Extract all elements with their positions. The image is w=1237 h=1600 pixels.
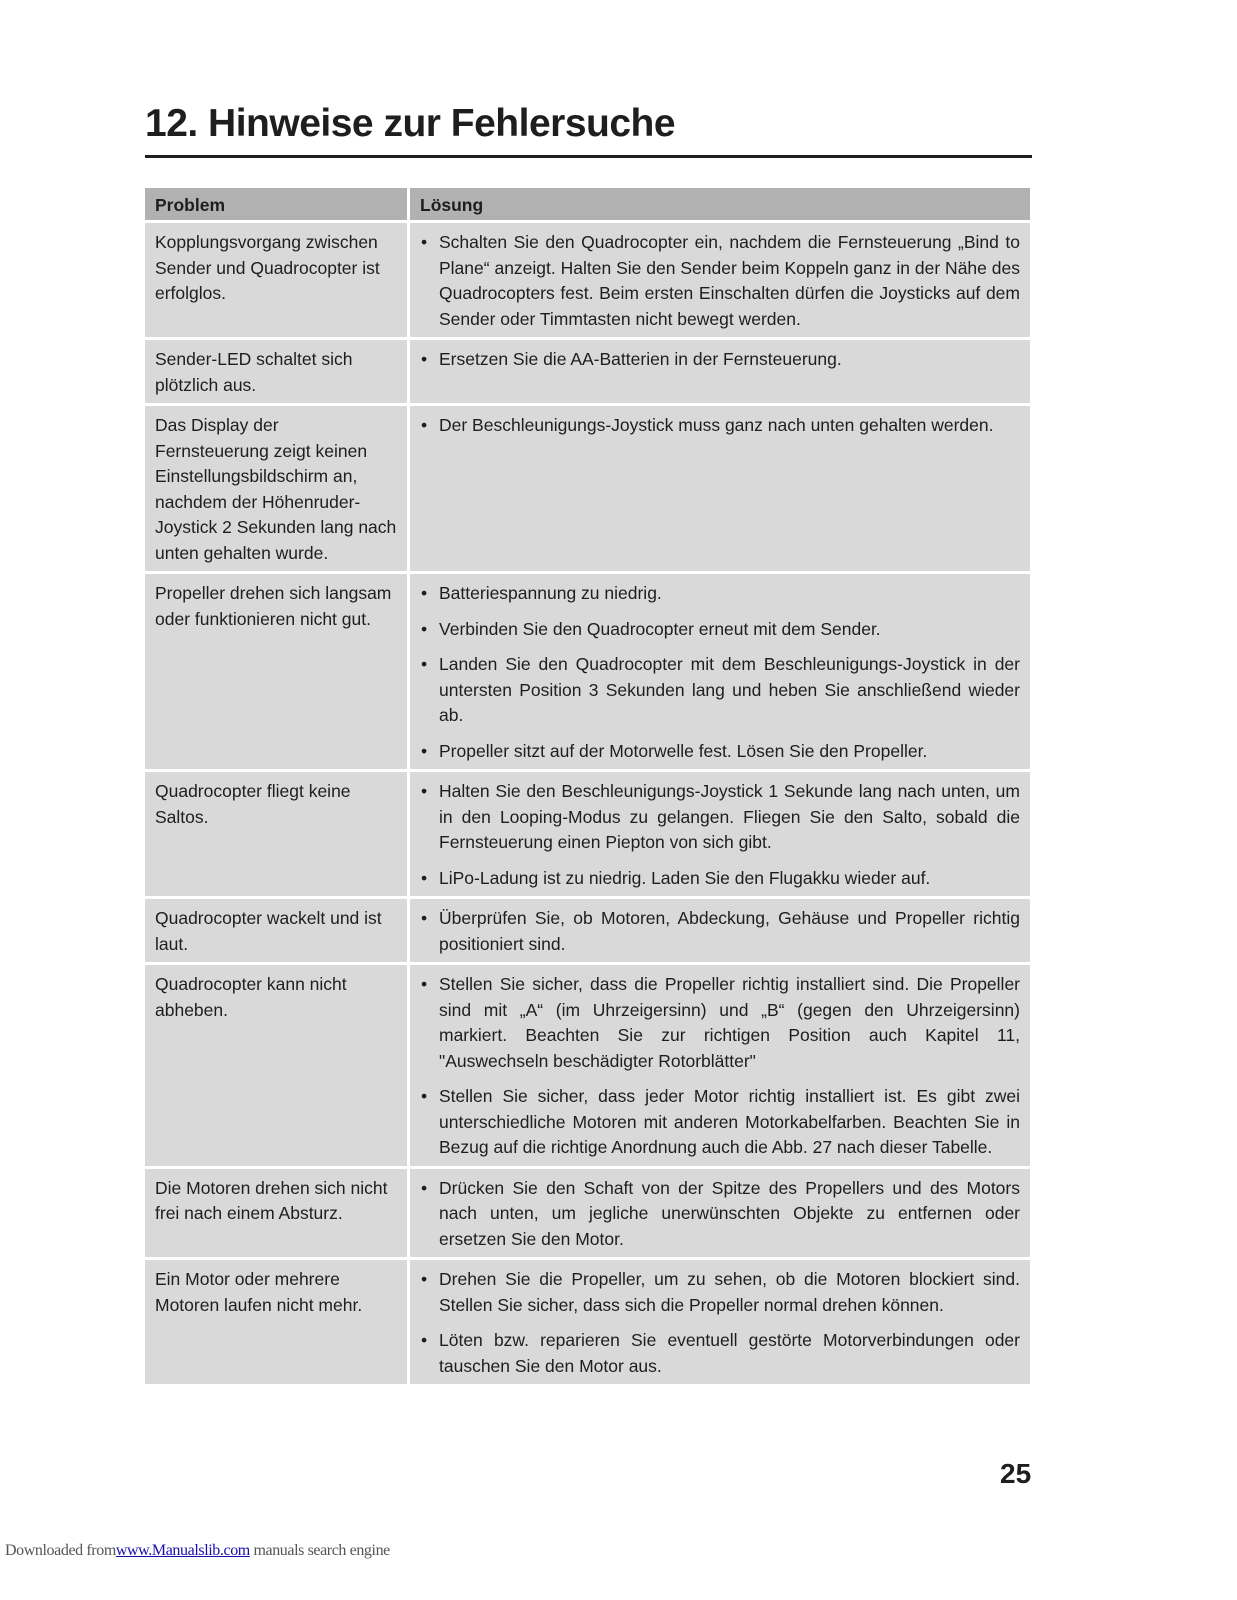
problem-cell: Quadrocopter wackelt und ist laut. — [145, 899, 407, 962]
problem-cell: Die Motoren drehen sich nicht frei nach einem Absturz. — [145, 1169, 407, 1258]
title-divider — [145, 155, 1032, 158]
bullet-icon: • — [421, 654, 428, 674]
solution-cell — [410, 965, 1030, 1166]
solution-item: • Drücken Sie den Schaft von der Spitze des Propellers und des Motors nach unten, um jegliche unerwünschten Objekte zu entfernen oder ersetzen Sie den Motor. — [421, 1177, 1020, 1249]
solution-cell — [410, 574, 1030, 769]
solution-list — [420, 779, 1020, 891]
footer-prefix: Downloaded from — [5, 1542, 116, 1559]
solution-item: • Batteriespannung zu niedrig. — [420, 581, 1020, 607]
table-row — [145, 1169, 1030, 1258]
solution-list — [420, 1267, 1020, 1379]
bullet-icon: • — [421, 867, 428, 888]
solution-item: • Verbinden Sie den Quadrocopter erneut mit dem Sender. — [420, 617, 1020, 643]
solution-item: • Schalten Sie den Quadrocopter ein, nachdem die Fernsteuerung „Bind to Plane“ anzeigt. Halten Sie den Sender beim Koppeln ganz in der Nähe des Quadrocopters fest. Beim ersten Einschalten dürfen die Joysticks auf dem Sender oder Timmtasten nicht bewegt werden. — [421, 232, 1020, 329]
solution-item: • Der Beschleunigungs-Joystick muss ganz nach unten gehalten werden. — [420, 413, 1020, 439]
solution-item: • LiPo-Ladung ist zu niedrig. Laden Sie den Flugakku wieder auf. — [420, 866, 1020, 892]
problem-cell: Sender-LED schaltet sich plötzlich aus. — [145, 340, 407, 403]
solution-item: • Halten Sie den Beschleunigungs-Joystick 1 Sekunde lang nach unten, um in den Looping-Modus zu gelangen. Fliegen Sie den Salto, sobald die Fernsteuerung einen Piepton von sich gibt. — [421, 781, 1020, 852]
solution-list — [420, 230, 1020, 332]
solution-cell — [410, 223, 1030, 337]
solution-item: • Propeller sitzt auf der Motorwelle fest. Lösen Sie den Propeller. — [420, 739, 1020, 765]
solution-list — [420, 972, 1020, 1161]
solution-item: • Löten bzw. reparieren Sie eventuell gestörte Motorverbindungen oder tauschen Sie den Motor aus. — [421, 1330, 1020, 1376]
header-solution: Lösung — [410, 188, 1030, 220]
bullet-icon: • — [421, 781, 428, 801]
problem-cell: Ein Motor oder mehrere Motoren laufen nicht mehr. — [145, 1260, 407, 1384]
bullet-icon: • — [421, 583, 428, 603]
solution-item: • Stellen Sie sicher, dass jeder Motor richtig installiert ist. Es gibt zwei unterschiedliche Motoren mit anderen Motorkabelfarben. Beachten Sie in Bezug auf die richtige Anordnung auch die Abb. 27 nach dieser Tabelle. — [421, 1086, 1020, 1157]
solution-cell — [410, 1169, 1030, 1258]
header-problem: Problem — [145, 188, 407, 220]
bullet-icon: • — [421, 1177, 428, 1198]
bullet-icon: • — [421, 232, 428, 252]
solution-item: • Landen Sie den Quadrocopter mit dem Beschleunigungs-Joystick in der untersten Position 3 Sekunden lang und heben Sie anschließend wieder ab. — [421, 654, 1020, 725]
bullet-icon: • — [421, 1269, 428, 1289]
problem-cell: Das Display der Fernsteuerung zeigt keinen Einstellungsbildschirm an, nachdem der Höhenruder-Joystick 2 Sekunden lang nach unten gehalten wurde. — [145, 406, 407, 571]
table-row — [145, 965, 1030, 1166]
problem-cell: Quadrocopter fliegt keine Saltos. — [145, 772, 407, 896]
table-row — [145, 1260, 1030, 1384]
table-row — [145, 406, 1030, 571]
footer-suffix: manuals search engine — [249, 1542, 390, 1559]
bullet-icon: • — [421, 349, 428, 369]
table-row — [145, 772, 1030, 896]
solution-item: • Überprüfen Sie, ob Motoren, Abdeckung, Gehäuse und Propeller richtig positioniert sind. — [421, 908, 1020, 954]
solution-list — [420, 581, 1020, 764]
solution-cell — [410, 772, 1030, 896]
table-row — [145, 899, 1030, 962]
problem-cell: Kopplungsvorgang zwischen Sender und Quadrocopter ist erfolglos. — [145, 223, 407, 337]
manualslib-link[interactable]: www.Manualslib.com — [115, 1542, 250, 1559]
bullet-icon: • — [421, 618, 428, 639]
solution-list — [420, 413, 1020, 439]
solution-cell — [410, 340, 1030, 403]
problem-cell: Quadrocopter kann nicht abheben. — [145, 965, 407, 1166]
troubleshooting-table — [145, 188, 1030, 1387]
bullet-icon: • — [421, 1086, 428, 1106]
bullet-icon: • — [421, 415, 428, 435]
problem-cell: Propeller drehen sich langsam oder funktionieren nicht gut. — [145, 574, 407, 769]
bullet-icon: • — [421, 974, 428, 994]
download-footer — [5, 1542, 390, 1560]
table-header-row — [145, 188, 1030, 220]
table-row — [145, 223, 1030, 337]
bullet-icon: • — [421, 740, 428, 761]
solution-cell — [410, 1260, 1030, 1384]
bullet-icon: • — [421, 1330, 428, 1350]
page-title: 12. Hinweise zur Fehlersuche — [145, 102, 676, 145]
solution-item: • Ersetzen Sie die AA-Batterien in der Fernsteuerung. — [420, 347, 1020, 373]
solution-cell — [410, 406, 1030, 571]
bullet-icon: • — [421, 908, 428, 928]
solution-item: • Stellen Sie sicher, dass die Propeller richtig installiert sind. Die Propeller sind mit „A“ (im Uhrzeigersinn) und „B“ (gegen den Uhrzeigersinn) markiert. Beachten Sie zur richtigen Position auch Kapitel 11, "Auswechseln beschädigter Rotorblätter" — [421, 974, 1020, 1071]
solution-list — [420, 1176, 1020, 1253]
solution-item: • Drehen Sie die Propeller, um zu sehen, ob die Motoren blockiert sind. Stellen Sie sicher, dass sich die Propeller normal drehen können. — [421, 1269, 1020, 1315]
table-row — [145, 574, 1030, 769]
solution-cell — [410, 899, 1030, 962]
page-number: 25 — [1000, 1458, 1032, 1489]
table-row — [145, 340, 1030, 403]
solution-list — [420, 906, 1020, 957]
solution-list — [420, 347, 1020, 373]
